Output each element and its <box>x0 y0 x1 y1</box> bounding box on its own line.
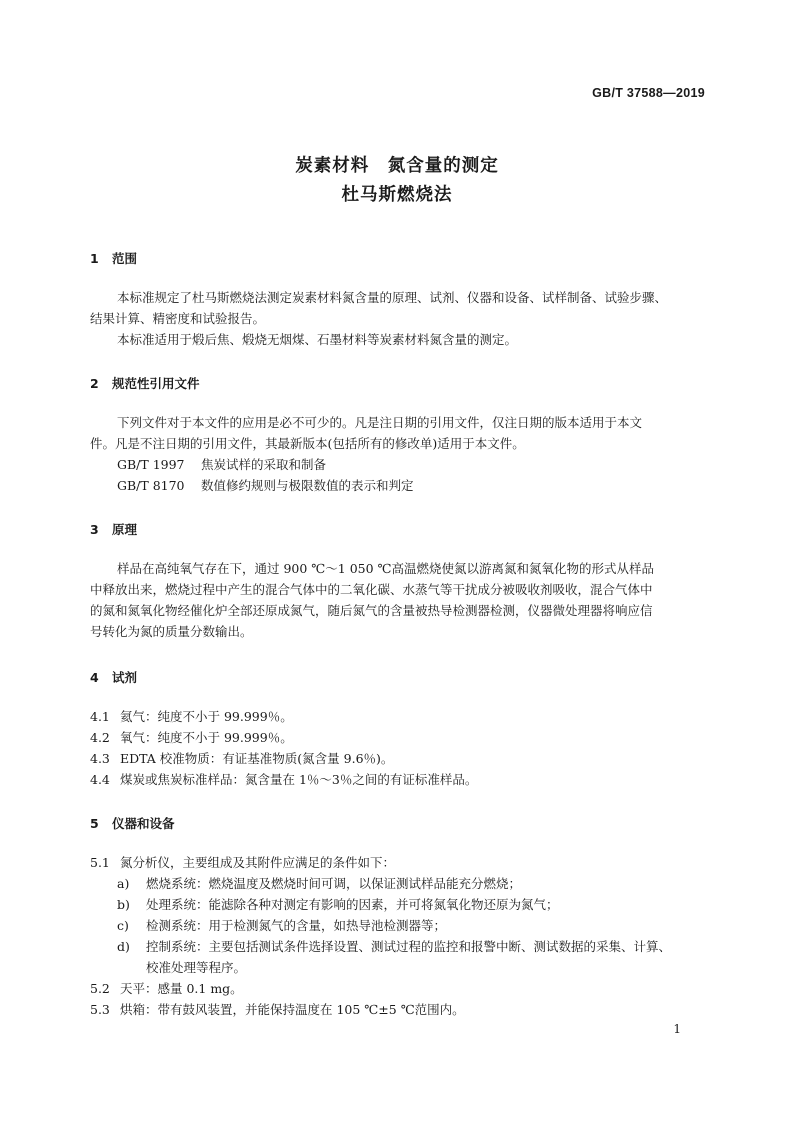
paragraph: 结果计算、精密度和试验报告。 <box>90 311 266 326</box>
reference-item: GB/T 8170 数值修约规则与极限数值的表示和判定 <box>117 478 414 493</box>
standard-code: GB/T 37588—2019 <box>592 86 705 100</box>
paragraph: 本标准适用于煅后焦、煅烧无烟煤、石墨材料等炭素材料氮含量的测定。 <box>117 332 518 347</box>
paragraph: 中释放出来，燃烧过程中产生的混合气体中的二氧化碳、水蒸气等干扰成分被吸收剂吸收，混合气体中 <box>90 582 653 597</box>
section-heading-3: 3 原理 <box>90 522 138 537</box>
list-item: 4.4 煤炭或焦炭标准样品：氮含量在 1％～3％之间的有证标准样品。 <box>90 772 478 787</box>
document-title: 炭素材料 氮含量的测定 <box>295 156 499 176</box>
paragraph: 件。凡是不注日期的引用文件，其最新版本(包括所有的修改单)适用于本文件。 <box>90 436 525 451</box>
section-heading-1: 1 范围 <box>90 251 138 266</box>
list-item: 5.2 天平：感量 0.1 mg。 <box>90 981 243 996</box>
reference-item: GB/T 1997 焦炭试样的采取和制备 <box>117 457 327 472</box>
document-subtitle: 杜马斯燃烧法 <box>341 185 453 205</box>
sub-list-item-continuation: 校准处理等程序。 <box>146 960 247 975</box>
paragraph: 的氮和氮氧化物经催化炉全部还原成氮气，随后氮气的含量被热导检测器检测，仪器微处理器将响应信 <box>90 603 653 618</box>
paragraph: 号转化为氮的质量分数输出。 <box>90 624 253 639</box>
sub-list-item: a) 燃烧系统：燃烧温度及燃烧时间可调，以保证测试样品能充分燃烧； <box>117 876 522 891</box>
paragraph: 样品在高纯氧气存在下，通过 900 ℃～1 050 ℃高温燃烧使氮以游离氮和氮氧化物的形式从样品 <box>117 561 655 576</box>
sub-list-item: d) 控制系统：主要包括测试条件选择设置、测试过程的监控和报警中断、测试数据的采集、计算、 <box>117 939 672 954</box>
section-heading-5: 5 仪器和设备 <box>90 816 175 831</box>
section-heading-4: 4 试剂 <box>90 670 138 685</box>
list-item: 4.2 氧气：纯度不小于 99.999％。 <box>90 730 293 745</box>
page-number: 1 <box>673 1022 681 1036</box>
list-item: 4.3 EDTA 校准物质：有证基准物质(氮含量 9.6％)。 <box>90 751 394 766</box>
paragraph: 下列文件对于本文件的应用是必不可少的。凡是注日期的引用文件，仅注日期的版本适用于本文 <box>117 415 643 430</box>
sub-list-item: b) 处理系统：能滤除各种对测定有影响的因素，并可将氮氧化物还原为氮气； <box>117 897 559 912</box>
paragraph: 本标准规定了杜马斯燃烧法测定炭素材料氮含量的原理、试剂、仪器和设备、试样制备、试验步骤、 <box>117 290 668 305</box>
list-item: 5.1 氮分析仪，主要组成及其附件应满足的条件如下： <box>90 855 396 870</box>
section-heading-2: 2 规范性引用文件 <box>90 376 200 391</box>
list-item: 4.1 氦气：纯度不小于 99.999％。 <box>90 709 293 724</box>
list-item: 5.3 烘箱：带有鼓风装置，并能保持温度在 105 ℃±5 ℃范围内。 <box>90 1002 465 1017</box>
sub-list-item: c) 检测系统：用于检测氮气的含量，如热导池检测器等； <box>117 918 447 933</box>
